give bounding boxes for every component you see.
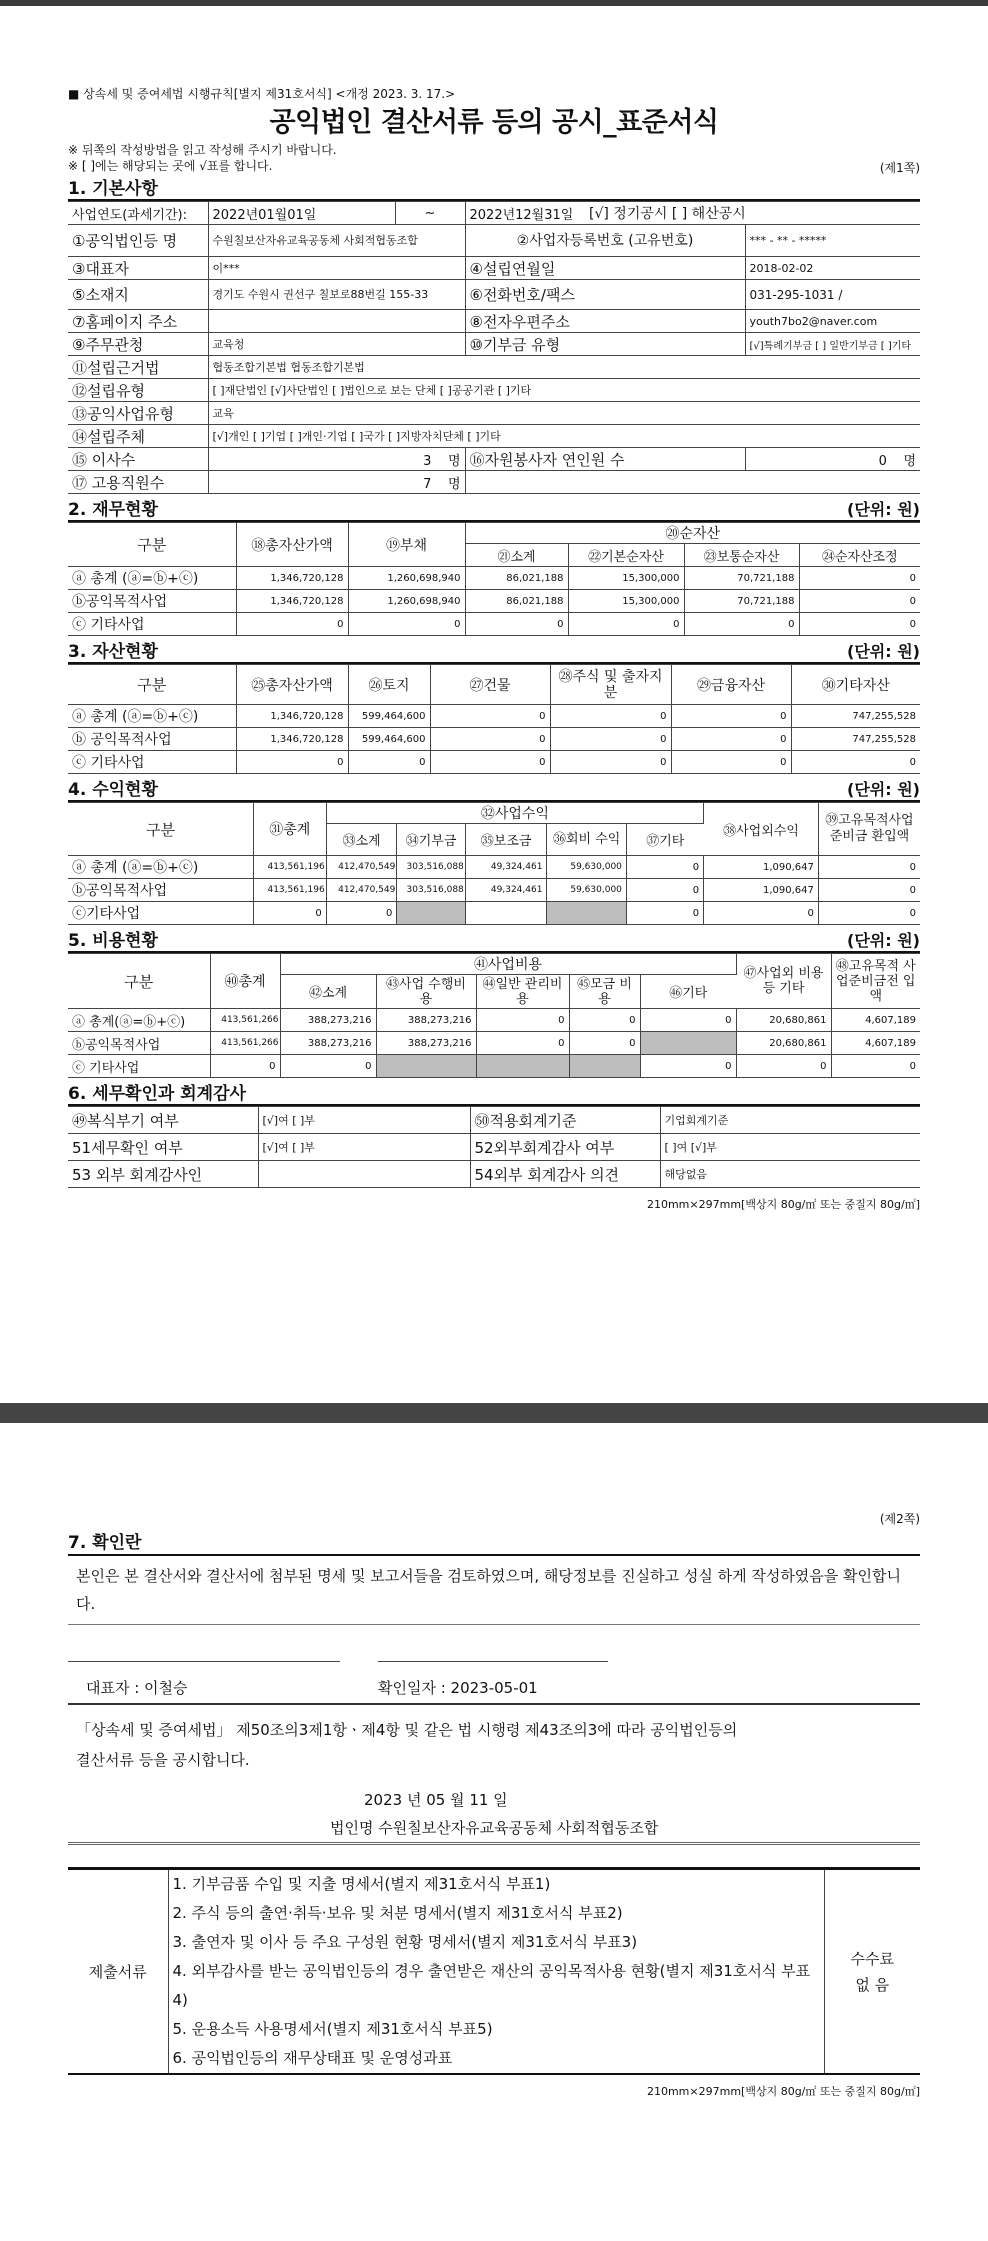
volunteer-value-cell [745,448,920,471]
revenue-cell: 412,470,549 [326,879,397,902]
cost-cell: 388,273,216 [376,1032,476,1055]
cost-h-etc: ㊻기타 [640,975,736,1009]
finance-cell: 1,346,720,128 [236,590,348,613]
tax-check-label: 51세무확인 여부 [68,1134,258,1161]
instruction-note-1: ※ 뒤쪽의 작성방법을 읽고 작성해 주시기 바랍니다. [68,143,337,157]
cost-cell: 0 [640,1009,736,1032]
name-value: 수원칠보산자유교육공동체 사회적협동조합 [208,225,465,257]
assets-cell: 599,464,600 [348,705,430,728]
directors-value: 3 [423,453,432,469]
corporation-name: 법인명 수원칠보산자유교육공동체 사회적협동조합 [330,1819,659,1837]
accounting-standard-value: 기업회계기준 [660,1107,920,1134]
type-label: ⑫설립유형 [68,379,208,402]
submitted-docs-row [68,1869,920,2075]
type-row [68,379,920,402]
cost-row-label: ⓑ공익목적사업 [68,1032,210,1055]
doc-item: 1. 기부금품 수입 및 지출 명세서(별지 제31호서식 부표1) [172,1875,551,1893]
accounting-standard-label: ㊿적용회계기준 [470,1107,660,1134]
assets-cell: 0 [671,728,791,751]
page-1 [68,85,920,1212]
revenue-h-total: ㉛총계 [253,803,326,856]
estdate-label: ④설립연월일 [465,257,745,280]
cost-cell-disabled [569,1055,640,1078]
finance-cell: 0 [465,613,568,636]
revenue-row-public [68,879,920,902]
revenue-h-nonbiz: ㊳사업외수익 [704,803,819,856]
double-entry-value: [√]여 [ ]부 [258,1107,470,1134]
assets-row-total [68,705,920,728]
period-label: 사업연도(과세기간): [68,202,208,225]
biztype-value: 교육 [208,402,920,425]
revenue-cell-disabled [547,902,626,925]
revenue-cell: 0 [818,902,920,925]
assets-row-public [68,728,920,751]
assets-row-other [68,751,920,774]
revenue-cell: 1,090,647 [704,856,819,879]
assets-row-label: ⓒ 기타사업 [68,751,236,774]
fee-cell [824,1869,920,2075]
instruction-note-2-text: ※ [ ]에는 해당되는 곳에 √표를 합니다. [68,159,273,173]
assets-head [68,665,920,705]
revenue-cell: 49,324,461 [465,856,547,879]
auditor-label: 53 외부 회계감사인 [68,1161,258,1188]
finance-cell: 70,721,188 [684,567,799,590]
audit-row-3 [68,1161,920,1188]
ministry-row [68,333,920,356]
assets-cell: 1,346,720,128 [236,728,348,751]
revenue-cell: 0 [253,902,326,925]
revenue-unit: (단위: 원) [847,780,920,799]
revenue-h-gubun: 구분 [68,803,253,856]
cost-cell: 0 [640,1055,736,1078]
cost-cell: 0 [280,1055,376,1078]
section-basic-label: 1. 기본사항 [68,179,158,199]
section-assets-label: 3. 자산현황 [68,642,158,662]
employees-label: ⑰ 고용직원수 [68,471,208,494]
revenue-row-other [68,902,920,925]
revenue-cell: 49,324,461 [465,879,547,902]
regulation-note: ■ 상속세 및 증여세법 시행규칙[별지 제31호서식] <개정 2023. 3. 17.> [68,87,456,101]
biztype-label: ⑬공익사업유형 [68,402,208,425]
cost-cell: 0 [569,1009,640,1032]
finance-row-label: ⓐ 총계 (ⓐ=ⓑ+ⓒ) [68,567,236,590]
section-assets-title [68,640,920,664]
submitted-docs-list [168,1869,824,2075]
audit-row-2 [68,1134,920,1161]
volunteer-label: ⑯자원봉사자 연인원 수 [465,448,745,471]
revenue-table [68,802,920,925]
assets-unit: (단위: 원) [847,642,920,661]
cost-cell: 0 [210,1055,280,1078]
section-cost-title [68,929,920,953]
volunteer-unit: 명 [903,453,917,469]
finance-h-subtotal: ㉑소계 [465,544,568,567]
finance-table [68,522,920,636]
cost-cell: 0 [476,1009,569,1032]
finance-cell: 0 [568,613,684,636]
cost-cell: 4,607,189 [831,1009,920,1032]
cost-cell-disabled [476,1055,569,1078]
revenue-cell: 1,090,647 [704,879,819,902]
page-number-1: (제1쪽) [879,161,920,175]
double-entry-label: ㊾복식부기 여부 [68,1107,258,1134]
assets-cell: 0 [430,705,550,728]
home-value [208,310,465,333]
cost-row-label: ⓒ 기타사업 [68,1055,210,1078]
finance-cell: 0 [799,567,920,590]
revenue-cell: 303,516,088 [397,879,465,902]
basis-row [68,356,920,379]
section-basic-title [68,177,920,201]
assets-cell: 0 [791,751,920,774]
cost-cell: 413,561,266 [210,1032,280,1055]
phone-label: ⑥전화번호/팩스 [465,280,745,310]
cost-h-biz: ㊶사업비용 [280,954,736,975]
section-cost-label: 5. 비용현황 [68,931,158,951]
biztype-row [68,402,920,425]
directors-value-cell [208,448,465,471]
finance-head-1 [68,523,920,544]
cost-h-admin: ㊹일반 관리비용 [476,975,569,1009]
cost-cell: 0 [831,1055,920,1078]
revenue-h-etc: ㊲기타 [626,824,703,856]
period-row [68,202,920,225]
addr-value: 경기도 수원시 권선구 칠보로88번길 155-33 [208,280,465,310]
assets-h-financial: ㉙금융자산 [671,665,791,705]
bizno-label: ②사업자등록번호 (고유번호) [465,225,745,257]
directors-label: ⑮ 이사수 [68,448,208,471]
instruction-note-2 [68,157,920,173]
cost-h-raise: ㊺모금 비용 [569,975,640,1009]
representative-name: 대표자 : 이철승 [86,1679,188,1697]
finance-cell: 0 [684,613,799,636]
legal-line-2: 결산서류 등을 공시합니다. [76,1751,250,1769]
paper-spec-2: 210mm×297mm[백상지 80g/㎡ 또는 중질지 80g/㎡] [646,2085,920,2098]
name-label: ①공익법인등 명 [68,225,208,257]
finance-cell: 0 [799,590,920,613]
finance-row-public [68,590,920,613]
finance-h-gubun: 구분 [68,523,236,567]
section-revenue-label: 4. 수익현황 [68,780,158,800]
cost-h-nonbiz: ㊼사업외 비용 등 기타 [736,954,831,1009]
audit-table [68,1106,920,1188]
cost-cell-disabled [376,1055,476,1078]
cost-h-sub: ㊷소계 [280,975,376,1009]
assets-cell: 0 [430,751,550,774]
period-start: 2022년01월01일 [208,202,395,225]
employees-row [68,471,920,494]
revenue-h-reserve: ㊴고유목적사업준비금 환입액 [818,803,920,856]
assets-cell: 0 [550,751,671,774]
revenue-h-fee: ㊱회비 수익 [547,824,626,856]
revenue-cell: 0 [326,902,397,925]
page-2 [68,1510,920,2099]
revenue-cell: 0 [626,879,703,902]
founder-value: [√]개인 [ ]기업 [ ]개인·기업 [ ]국가 [ ]지방자치단체 [ ]기타 [208,425,920,448]
finance-row-other [68,613,920,636]
cost-cell: 388,273,216 [376,1009,476,1032]
assets-cell: 0 [671,705,791,728]
addr-label: ⑤소재지 [68,280,208,310]
finance-cell: 0 [799,613,920,636]
employees-unit: 명 [447,476,461,492]
cost-head-1 [68,954,920,975]
audit-opinion-label: 54외부 회계감사 의견 [470,1161,660,1188]
revenue-cell-disabled [397,902,465,925]
cost-cell: 20,680,861 [736,1032,831,1055]
assets-h-total: ㉕총자산가액 [236,665,348,705]
confirm-statement: 본인은 본 결산서와 결산서에 첨부된 명세 및 보고서들을 검토하였으며, 해당정보를 진실하고 성실 하게 작성하였음을 확인합니다. [68,1556,920,1625]
disclosure-date: 2023 년 05 월 11 일 [364,1791,508,1809]
ministry-label: ⑨주무관청 [68,333,208,356]
page-number-2: (제2쪽) [879,1512,920,1526]
cost-h-total: ㊵총계 [210,954,280,1009]
type-value: [ ]재단법인 [√]사단법인 [ ]법인으로 보는 단체 [ ]공공기관 [ ]기타 [208,379,920,402]
cost-h-reserve: ㊽고유목적 사업준비금전 입액 [831,954,920,1009]
assets-cell: 0 [348,751,430,774]
assets-h-land: ㉖토지 [348,665,430,705]
cost-cell-disabled [640,1032,736,1055]
assets-row-label: ⓑ 공익목적사업 [68,728,236,751]
assets-h-other: ㉚기타자산 [791,665,920,705]
estdate-value: 2018-02-02 [745,257,920,280]
finance-h-net: ⑳순자산 [465,523,920,544]
assets-cell: 1,346,720,128 [236,705,348,728]
assets-cell: 0 [550,728,671,751]
finance-cell: 1,260,698,940 [348,567,465,590]
finance-cell: 86,021,188 [465,590,568,613]
assets-h-building: ㉗건물 [430,665,550,705]
finance-h-normal: ㉓보통순자산 [684,544,799,567]
cost-cell: 413,561,266 [210,1009,280,1032]
finance-cell: 70,721,188 [684,590,799,613]
external-audit-label: 52외부회계감사 여부 [470,1134,660,1161]
basis-value: 협동조합기본법 협동조합기본법 [208,356,920,379]
revenue-cell: 0 [818,879,920,902]
founder-label: ⑭설립주체 [68,425,208,448]
founder-row [68,425,920,448]
doc-item: 6. 공익법인등의 재무상태표 및 운영성과표 [172,2049,453,2067]
period-tilde: ~ [395,202,465,225]
section-finance-label: 2. 재무현황 [68,500,158,520]
revenue-row-label: ⓑ공익목적사업 [68,879,253,902]
revenue-head-1 [68,803,920,824]
rep-value: 이*** [208,257,465,280]
name-row [68,225,920,257]
disclosure-type: [√] 정기공시 [ ] 해산공시 [585,202,920,225]
audit-opinion-value: 해당없음 [660,1161,920,1188]
finance-h-basic: ㉒기본순자산 [568,544,684,567]
email-value: youth7bo2@naver.com [745,310,920,333]
finance-cell: 1,260,698,940 [348,590,465,613]
cost-cell: 4,607,189 [831,1032,920,1055]
signature-line-2 [378,1661,608,1662]
rep-row [68,257,920,280]
finance-cell: 0 [348,613,465,636]
basis-label: ⑪설립근거법 [68,356,208,379]
revenue-h-sub: ㉝소계 [326,824,397,856]
ministry-value: 교육청 [208,333,465,356]
assets-row-label: ⓐ 총계 (ⓐ=ⓑ+ⓒ) [68,705,236,728]
finance-row-total [68,567,920,590]
finance-cell: 86,021,188 [465,567,568,590]
assets-h-stock: ㉘주식 및 출자지분 [550,665,671,705]
revenue-cell: 0 [704,902,819,925]
donation-value: [√]특례기부금 [ ] 일반기부금 [ ]기타 [745,333,920,356]
revenue-row-label: ⓒ기타사업 [68,902,253,925]
rep-label: ③대표자 [68,257,208,280]
revenue-cell: 303,516,088 [397,856,465,879]
home-row [68,310,920,333]
signature-area [68,1625,920,1705]
section-finance-title [68,498,920,522]
form-title: 공익법인 결산서류 등의 공시_표준서식 [269,107,719,138]
revenue-cell: 0 [626,856,703,879]
finance-cell: 0 [236,613,348,636]
basic-info-table [68,201,920,494]
employees-value: 7 [423,476,432,492]
cost-h-perform: ㊸사업 수행비용 [376,975,476,1009]
revenue-cell: 59,630,000 [547,856,626,879]
cost-row-total [68,1009,920,1032]
finance-row-label: ⓒ 기타사업 [68,613,236,636]
addr-row [68,280,920,310]
cost-row-public [68,1032,920,1055]
section-audit-label: 6. 세무확인과 회계감사 [68,1084,246,1104]
audit-row-1 [68,1107,920,1134]
doc-item: 2. 주식 등의 출연·취득·보유 및 처분 명세서(별지 제31호서식 부표2) [172,1904,623,1922]
assets-cell: 0 [550,705,671,728]
fee-value: 없 음 [855,1975,890,1994]
legal-statement [68,1705,920,1845]
assets-table [68,664,920,774]
assets-cell: 0 [236,751,348,774]
cost-cell: 20,680,861 [736,1009,831,1032]
cost-cell: 0 [569,1032,640,1055]
cost-unit: (단위: 원) [847,931,920,950]
auditor-value [258,1161,470,1188]
legal-line-1: 「상속세 및 증여세법」 제50조의3제1항ㆍ제4항 및 같은 법 시행령 제43조의3에 따라 공익법인등의 [76,1721,738,1739]
cost-row-label: ⓐ 총계(ⓐ=ⓑ+ⓒ) [68,1009,210,1032]
fee-label: 수수료 [850,1949,894,1968]
doc-item: 5. 운용소득 사용명세서(별지 제31호서식 부표5) [172,2020,493,2038]
period-end: 2022년12월31일 [465,202,585,225]
finance-unit: (단위: 원) [847,500,920,519]
bizno-value: *** - ** - ***** [745,225,920,257]
assets-cell: 747,255,528 [791,728,920,751]
section-audit-title [68,1082,920,1106]
revenue-cell: 0 [818,856,920,879]
directors-unit: 명 [447,453,461,469]
cost-row-other [68,1055,920,1078]
directors-row [68,448,920,471]
doc-item: 3. 출연자 및 이사 등 주요 구성원 현황 명세서(별지 제31호서식 부표3) [172,1933,638,1951]
finance-cell: 15,300,000 [568,567,684,590]
revenue-cell: 413,561,196 [253,879,326,902]
section-confirm-title: 7. 확인란 [68,1530,920,1556]
finance-cell: 15,300,000 [568,590,684,613]
revenue-cell: 412,470,549 [326,856,397,879]
assets-cell: 0 [671,751,791,774]
doc-item: 4. 외부감사를 받는 공익법인등의 경우 출연받은 재산의 공익목적사용 현황(별지 제31호서식 부표4) [172,1962,811,2009]
finance-h-assets: ⑱총자산가액 [236,523,348,567]
revenue-cell [465,902,547,925]
submitted-docs-table [68,1867,920,2075]
tax-check-value: [√]여 [ ]부 [258,1134,470,1161]
assets-cell: 599,464,600 [348,728,430,751]
cost-cell: 0 [736,1055,831,1078]
assets-cell: 747,255,528 [791,705,920,728]
cost-table [68,953,920,1078]
top-bar [0,0,988,6]
phone-value: 031-295-1031 / [745,280,920,310]
employees-empty [465,471,920,494]
signature-line-1 [68,1661,340,1662]
email-label: ⑧전자우편주소 [465,310,745,333]
finance-h-adjust: ㉔순자산조정 [799,544,920,567]
revenue-cell: 59,630,000 [547,879,626,902]
external-audit-value: [ ]여 [√]부 [660,1134,920,1161]
revenue-h-subsidy: ㉟보조금 [465,824,547,856]
revenue-h-biz: ㉜사업수익 [326,803,703,824]
confirm-date: 확인일자 : 2023-05-01 [378,1679,538,1697]
page-divider [0,1403,988,1423]
revenue-row-total [68,856,920,879]
assets-cell: 0 [430,728,550,751]
revenue-row-label: ⓐ 총계 (ⓐ=ⓑ+ⓒ) [68,856,253,879]
assets-h-gubun: 구분 [68,665,236,705]
cost-cell: 0 [476,1032,569,1055]
employees-value-cell [208,471,465,494]
section-revenue-title [68,778,920,802]
cost-cell: 388,273,216 [280,1032,376,1055]
finance-row-label: ⓑ공익목적사업 [68,590,236,613]
donation-label: ⑩기부금 유형 [465,333,745,356]
cost-h-gubun: 구분 [68,954,210,1009]
volunteer-value: 0 [878,453,887,469]
finance-h-debt: ⑲부채 [348,523,465,567]
home-label: ⑦홈페이지 주소 [68,310,208,333]
revenue-cell: 413,561,196 [253,856,326,879]
paper-spec-1: 210mm×297mm[백상지 80g/㎡ 또는 중질지 80g/㎡] [646,1198,920,1211]
submitted-docs-label: 제출서류 [68,1869,168,2075]
cost-cell: 388,273,216 [280,1009,376,1032]
revenue-h-donation: ㉞기부금 [397,824,465,856]
finance-cell: 1,346,720,128 [236,567,348,590]
revenue-cell: 0 [626,902,703,925]
